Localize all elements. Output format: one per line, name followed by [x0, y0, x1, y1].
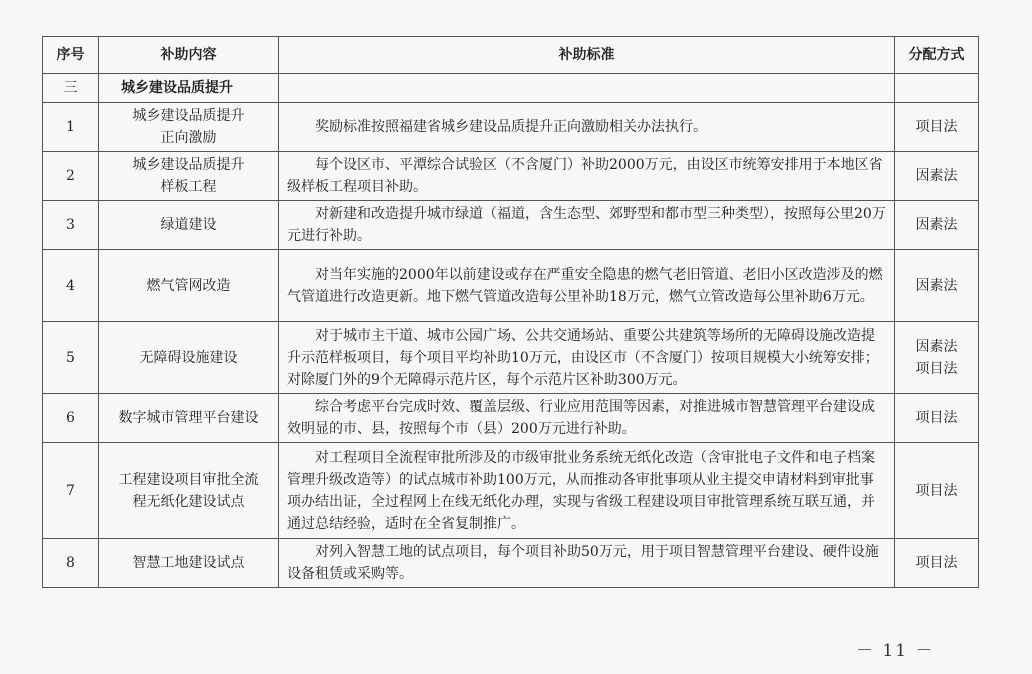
row-item: 智慧工地建设试点	[99, 539, 279, 588]
table-row	[43, 322, 979, 394]
row-standard: 对工程项目全流程审批所涉及的市级审批业务系统无纸化改造（含审批电子文件和电子档案管理升级改造等）的试点城市补助100万元，从而推动各审批事项从业主提交申请材料到审批事项办结出证，全过程网上在线无纸化办理，实现与省级工程建设项目审批管理系统互联互通，并通过总结经验，适时在全省复制推广。	[279, 443, 895, 539]
table-header-row	[43, 37, 979, 74]
section-no: 三	[43, 74, 99, 103]
row-mode: 项目法	[895, 443, 979, 539]
table-row	[43, 394, 979, 443]
row-number: 4	[43, 250, 99, 322]
page-number: － 11 －	[856, 641, 935, 661]
row-number: 8	[43, 539, 99, 588]
table-row	[43, 152, 979, 201]
section-mode	[895, 74, 979, 103]
table-row	[43, 443, 979, 539]
header-standard: 补助标准	[279, 37, 895, 74]
row-item: 城乡建设品质提升 样板工程	[99, 152, 279, 201]
row-number: 2	[43, 152, 99, 201]
row-item: 绿道建设	[99, 201, 279, 250]
row-standard: 每个设区市、平潭综合试验区（不含厦门）补助2000万元，由设区市统筹安排用于本地区省级样板工程项目补助。	[279, 152, 895, 201]
row-mode: 项目法	[895, 103, 979, 152]
row-mode: 项目法	[895, 539, 979, 588]
row-mode: 因素法	[895, 201, 979, 250]
row-number: 6	[43, 394, 99, 443]
row-mode: 项目法	[895, 394, 979, 443]
row-item: 数字城市管理平台建设	[99, 394, 279, 443]
table-row	[43, 103, 979, 152]
row-item: 城乡建设品质提升 正向激励	[99, 103, 279, 152]
row-standard: 对列入智慧工地的试点项目，每个项目补助50万元，用于项目智慧管理平台建设、硬件设施设备租赁或采购等。	[279, 539, 895, 588]
row-number: 1	[43, 103, 99, 152]
row-standard: 综合考虑平台完成时效、覆盖层级、行业应用范围等因素，对推进城市智慧管理平台建设成效明显的市、县，按照每个市（县）200万元进行补助。	[279, 394, 895, 443]
row-item: 工程建设项目审批全流 程无纸化建设试点	[99, 443, 279, 539]
row-mode: 因素法 项目法	[895, 322, 979, 394]
row-item: 燃气管网改造	[99, 250, 279, 322]
row-standard: 对当年实施的2000年以前建设或存在严重安全隐患的燃气老旧管道、老旧小区改造涉及的燃气管道进行改造更新。地下燃气管道改造每公里补助18万元，燃气立管改造每公里补助6万元。	[279, 250, 895, 322]
row-number: 7	[43, 443, 99, 539]
row-standard: 对于城市主干道、城市公园广场、公共交通场站、重要公共建筑等场所的无障碍设施改造提升示范样板项目，每个项目平均补助10万元，由设区市（不含厦门）按项目规模大小统筹安排；对除厦门外的9个无障碍示范片区，每个示范片区补助300万元。	[279, 322, 895, 394]
header-item: 补助内容	[99, 37, 279, 74]
table-row	[43, 201, 979, 250]
row-mode: 因素法	[895, 152, 979, 201]
section-title: 城乡建设品质提升	[99, 74, 279, 103]
row-standard: 奖励标准按照福建省城乡建设品质提升正向激励相关办法执行。	[279, 103, 895, 152]
row-item: 无障碍设施建设	[99, 322, 279, 394]
table-row	[43, 539, 979, 588]
table-row	[43, 250, 979, 322]
row-number: 3	[43, 201, 99, 250]
table-body	[43, 74, 979, 588]
section-standard	[279, 74, 895, 103]
section-row	[43, 74, 979, 103]
row-standard: 对新建和改造提升城市绿道（福道，含生态型、郊野型和都市型三种类型），按照每公里20万元进行补助。	[279, 201, 895, 250]
subsidy-table	[42, 36, 979, 588]
header-mode: 分配方式	[895, 37, 979, 74]
row-number: 5	[43, 322, 99, 394]
row-mode: 因素法	[895, 250, 979, 322]
header-no: 序号	[43, 37, 99, 74]
